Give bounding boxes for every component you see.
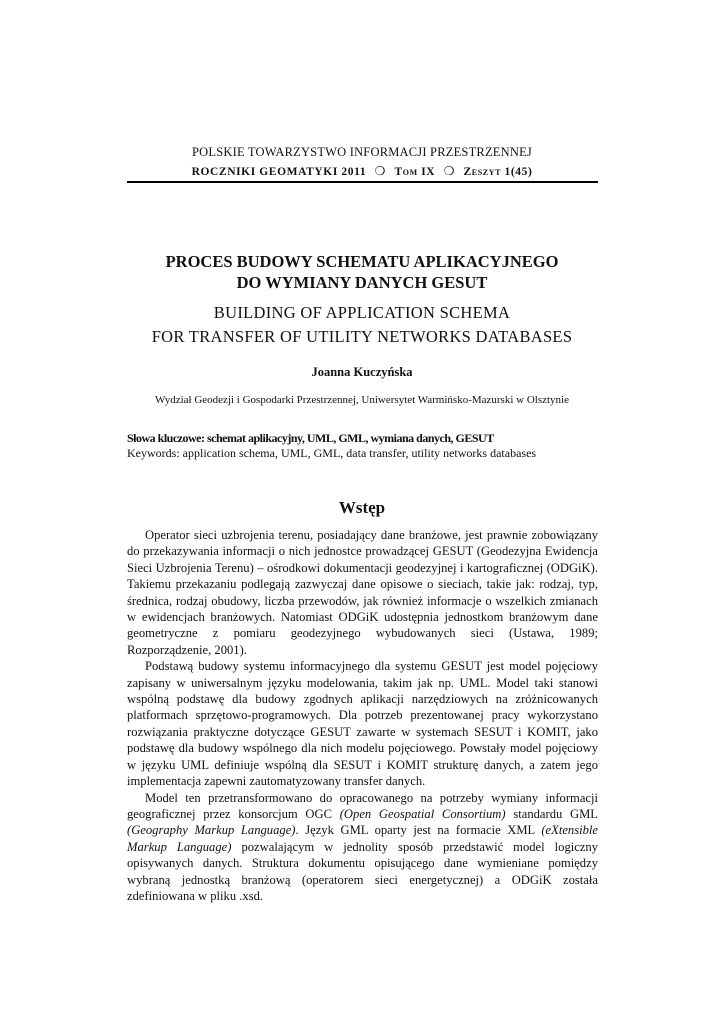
section-heading: Wstęp	[338, 498, 386, 517]
paragraph-3-italic: (Geography Markup Language)	[127, 823, 296, 838]
title-english-line2: FOR TRANSFER OF UTILITY NETWORKS DATABASES	[151, 327, 573, 346]
keywords-polish: Słowa kluczowe: schemat aplikacyjny, UML, GML, wymiana danych, GESUT	[127, 431, 494, 445]
title-english	[0, 301, 724, 349]
header-divider	[127, 181, 598, 183]
paragraph-3	[127, 790, 598, 905]
title-polish-line2: DO WYMIANY DANYCH GESUT	[236, 273, 488, 292]
journal-name: ROCZNIKI GEOMATYKI 2011	[191, 166, 367, 178]
circle-separator-icon: ❍	[374, 164, 387, 178]
paragraph-3-italic: (Open Geospatial Consortium)	[339, 806, 506, 821]
paragraph-3-text: Model ten przetransformowano do opracowanego na potrzeby wymiany informacji geograficznej przez konsorcjum OGC	[127, 790, 598, 821]
paragraph-1: Operator sieci uzbrojenia terenu, posiadający dane branżowe, jest prawnie zobowiązany do przekazywania informacji o nich jednostce prowadzącej GESUT (Geodezyjna Ewidencja Sieci Uzbrojenia Terenu) – ośrodkowi dokumentacji geodezyjnej i kartograficznej (ODGiK). Takiemu przekazaniu podlegają zazwyczaj dane opisowe o sieciach, takie jak: rodzaj, typ, średnica, rodzaj obudowy, liczba przewodów, jak również informacje o wszelkich zmianach w ewidencjach branżowych. Natomiast ODGiK udostępnia jednostkom branżowym dane geometryczne z pomiaru geodezyjnego wybudowanych sieci (Ustawa, 1989; Rozporządzenie, 2001).	[127, 528, 598, 657]
author-name: Joanna Kuczyńska	[311, 365, 413, 379]
title-polish-line1: PROCES BUDOWY SCHEMATU APLIKACYJNEGO	[165, 252, 559, 271]
title-english-line1: BUILDING OF APPLICATION SCHEMA	[213, 303, 511, 322]
journal-issue: Zeszyt 1(45)	[463, 166, 533, 178]
section-body	[127, 527, 598, 904]
title-polish	[0, 251, 724, 293]
journal-header	[0, 164, 724, 179]
author-affiliation: Wydział Geodezji i Gospodarki Przestrzennej, Uniwersytet Warmińsko-Mazurski w Olsztynie	[155, 394, 569, 406]
journal-volume: Tom IX	[394, 166, 436, 178]
paragraph-3-text: pozwalającym w jednolity sposób przedstawić model logiczny opisywanych danych. Struktura dokumentu opisującego dane wymieniane pomiędzy wybraną jednostką branżową (operatorem sieci energetycznej) a ODGiK została zdefiniowana w pliku .xsd.	[127, 839, 599, 903]
society-name: POLSKIE TOWARZYSTWO INFORMACJI PRZESTRZENNEJ	[192, 145, 532, 159]
keywords-english: Keywords: application schema, UML, GML, data transfer, utility networks databases	[127, 446, 537, 460]
paragraph-3-text: . Język GML oparty jest na formacie XML	[295, 823, 542, 838]
circle-separator-icon: ❍	[443, 164, 456, 178]
paragraph-3-text: standardu GML	[505, 806, 599, 821]
paragraph-3-italic: (eXtensible Markup Language)	[127, 823, 599, 854]
paragraph-2: Podstawą budowy systemu informacyjnego dla systemu GESUT jest model pojęciowy zapisany w uniwersalnym języku modelowania, takim jak np. UML. Model taki stanowi wspólną podstawę dla budowy zgodnych aplikacji narzędziowych na zróżnicowanych platformach sprzętowo-programowych. Dla potrzeb prezentowanej pracy wykorzystano rozwiązania praktyczne dotyczące GESUT zawarte w systemach SESUT i KOMIT, jako podstawę dla budowy wspólnego dla nich modelu pojęciowego. Powstały model pojęciowy w języku UML definiuje wspólną dla SESUT i KOMIT strukturę danych, a zatem jego implementacja zapewni zautomatyzowany transfer danych.	[127, 659, 598, 789]
